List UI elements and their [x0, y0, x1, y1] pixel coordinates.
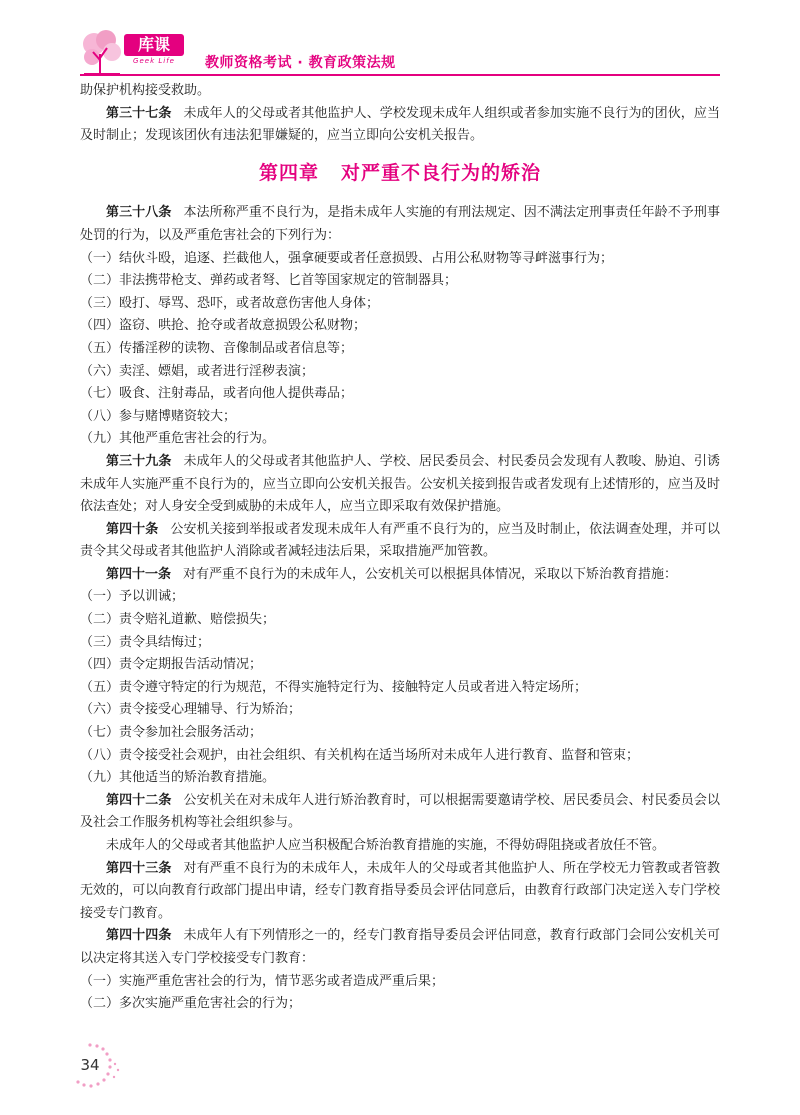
list-item: （九）其他适当的矫治教育措施。 — [80, 770, 276, 786]
list-item: （八）责令接受社会观护，由社会组织、有关机构在适当场所对未成年人进行教育、监督和管束； — [80, 747, 640, 763]
list-item: （四）盗窃、哄抢、抢夺或者故意损毁公私财物； — [80, 318, 367, 334]
list-item: （二）责令赔礼道歉、赔偿损失； — [80, 612, 276, 628]
page-number: 34 — [80, 1056, 100, 1074]
article-text: 未成年人的父母或者其他监护人、学校发现未成年人组织或者参加实施不良行为的团伙，应当及时制止；发现该团伙有违法犯罪嫌疑的，应当立即向公安机关报告。 — [80, 105, 720, 144]
header-title: 教师资格考试 · 教育政策法规 — [205, 55, 396, 71]
article-number: 第四十四条 — [106, 928, 172, 944]
list-item: （二）多次实施严重危害社会的行为； — [80, 996, 302, 1012]
article-42-paragraph-2: 未成年人的父母或者其他监护人应当积极配合矫治教育措施的实施，不得妨碍阻挠或者放任不管。 — [106, 838, 666, 853]
logo-subtext: Geek Life — [133, 57, 175, 65]
article-37 — [80, 103, 720, 148]
chapter-title: 对严重不良行为的矫治 — [341, 161, 542, 184]
list-item: （六）责令接受心理辅导、行为矫治； — [80, 702, 302, 718]
document-body — [80, 80, 720, 1016]
list-item: （二）非法携带枪支、弹药或者弩、匕首等国家规定的管制器具； — [80, 273, 458, 289]
tree-logo-icon — [80, 30, 124, 76]
article-number: 第四十三条 — [106, 860, 172, 876]
article-text: 公安机关在对未成年人进行矫治教育时，可以根据需要邀请学校、居民委员会、村民委员会以及社会工作服务机构等社会组织参与。 — [80, 792, 720, 831]
list-item: （一）结伙斗殴，追逐、拦截他人，强拿硬要或者任意损毁、占用公私财物等寻衅滋事行为； — [80, 250, 614, 266]
article-text: 对有严重不良行为的未成年人，公安机关可以根据具体情况，采取以下矫治教育措施： — [183, 566, 678, 582]
article-text: 未成年人的父母或者其他监护人、学校、居民委员会、村民委员会发现有人教唆、胁迫、引诱未成年人实施严重不良行为的，应当立即向公安机关报告。公安机关接到报告或者发现有上述情形的，应当及时依法查处；对人身安全受到威胁的未成年人，应当立即采取有效保护措施。 — [80, 453, 720, 515]
lead-paragraph: 助保护机构接受救助。 — [80, 83, 211, 98]
article-number: 第四十二条 — [106, 792, 172, 808]
article-41 — [80, 564, 720, 587]
list-item: （五）责令遵守特定的行为规范，不得实施特定行为、接触特定人员或者进入特定场所； — [80, 679, 588, 695]
article-number: 第三十九条 — [106, 453, 172, 469]
list-item: （三）殴打、辱骂、恐吓，或者故意伤害他人身体； — [80, 295, 380, 311]
article-text: 未成年人有下列情形之一的，经专门教育指导委员会评估同意，教育行政部门会同公安机关可以决定将其送入专门学校接受专门教育： — [80, 928, 720, 966]
article-43 — [80, 858, 720, 926]
list-item: （七）吸食、注射毒品，或者向他人提供毒品； — [80, 386, 354, 402]
list-item: （六）卖淫、嫖娼，或者进行淫秽表演； — [80, 363, 315, 379]
list-item: （四）责令定期报告活动情况； — [80, 657, 263, 673]
article-44 — [80, 925, 720, 970]
article-number: 第四十条 — [106, 521, 159, 537]
article-40 — [80, 519, 720, 564]
article-number: 第三十八条 — [106, 205, 172, 221]
article-42 — [80, 790, 720, 835]
list-item: （三）责令具结悔过； — [80, 634, 211, 650]
chapter-number: 第四章 — [258, 161, 319, 184]
list-item: （一）予以训诫； — [80, 589, 185, 605]
list-item: （五）传播淫秽的读物、音像制品或者信息等； — [80, 340, 354, 356]
page-header — [0, 0, 800, 80]
list-item: （七）责令参加社会服务活动； — [80, 725, 263, 741]
article-number: 第三十七条 — [106, 105, 172, 121]
logo-badge: 库课 — [124, 34, 184, 56]
article-39 — [80, 451, 720, 519]
article-38 — [80, 202, 720, 247]
list-item: （九）其他严重危害社会的行为。 — [80, 431, 276, 447]
page-number-badge — [70, 1040, 130, 1090]
article-text: 本法所称严重不良行为，是指未成年人实施的有刑法规定、因不满法定刑事责任年龄不予刑事处罚的行为，以及严重危害社会的下列行为： — [80, 205, 720, 243]
article-number: 第四十一条 — [106, 566, 172, 582]
chapter-heading — [80, 162, 720, 185]
article-text: 公安机关接到举报或者发现未成年人有严重不良行为的，应当及时制止，依法调查处理，并可以责令其父母或者其他监护人消除或者减轻违法后果，采取措施严加管教。 — [80, 521, 720, 560]
article-text: 对有严重不良行为的未成年人，未成年人的父母或者其他监护人、所在学校无力管教或者管教无效的，可以向教育行政部门提出申请，经专门教育指导委员会评估同意后，由教育行政部门决定送入专门学校接受专门教育。 — [80, 860, 720, 921]
list-item: （八）参与赌博赌资较大； — [80, 408, 237, 424]
logo — [80, 30, 190, 78]
list-item: （一）实施严重危害社会的行为，情节恶劣或者造成严重后果； — [80, 973, 445, 989]
header-divider — [80, 74, 720, 76]
